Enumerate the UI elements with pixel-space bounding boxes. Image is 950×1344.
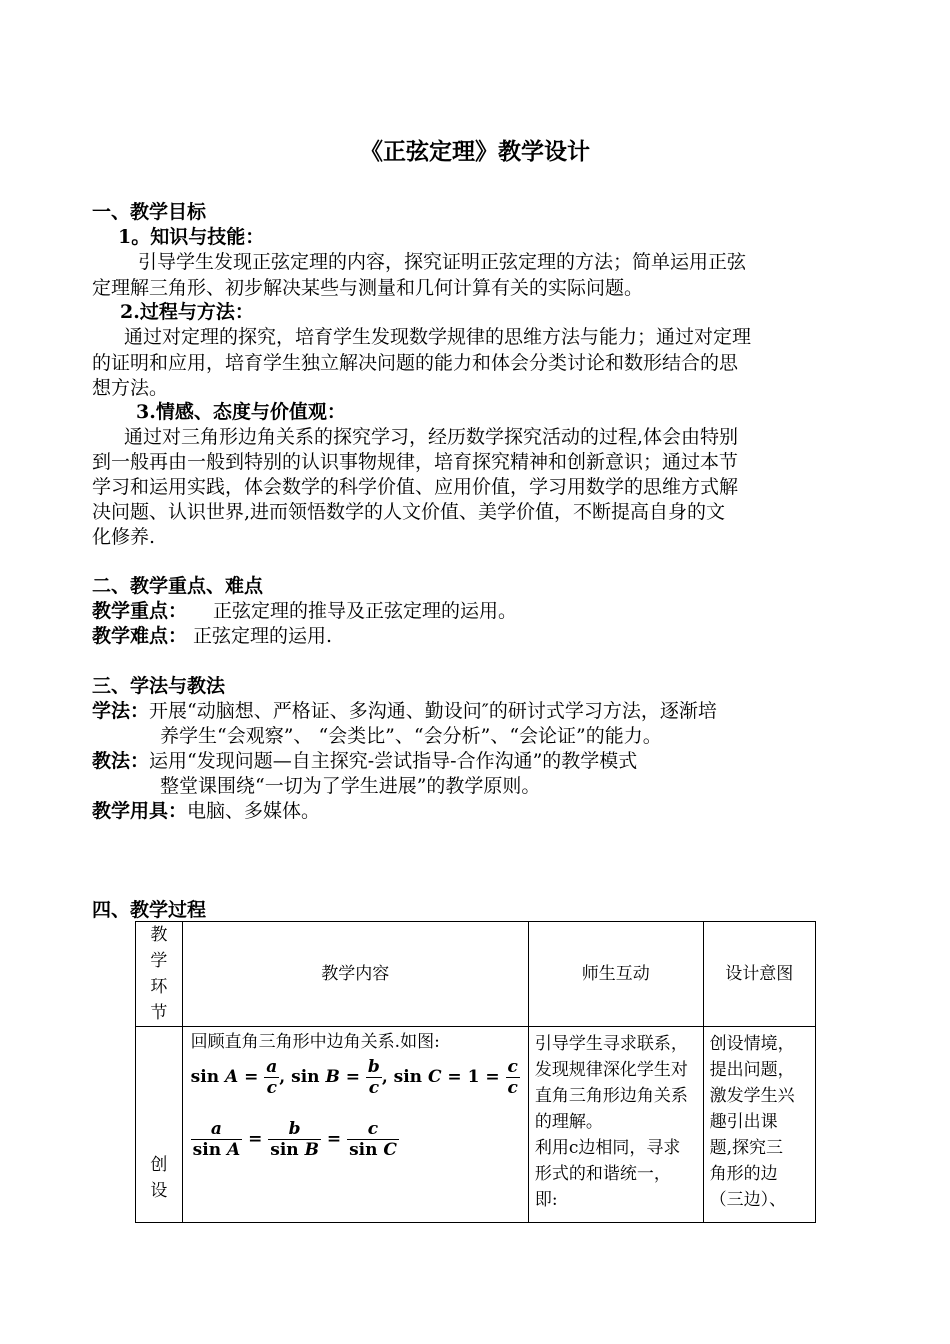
key-point-text: 正弦定理的推导及正弦定理的运用。 xyxy=(213,600,518,622)
key-point-label: 教学重点： xyxy=(92,600,188,622)
process-line-1: 通过对定理的探究，培育学生发现数学规律的思维方法与能力；通过对定理 xyxy=(124,326,752,348)
emotion-line-4: 决问题、认识世界,进而领悟数学的人文价值、美学价值，不断提高自身的文 xyxy=(92,501,726,523)
subheading-emotion: 3.情感、态度与价值观： xyxy=(136,401,346,423)
teaching-tools-text: 电脑、多媒体。 xyxy=(187,800,321,822)
teaching-process-table xyxy=(135,921,816,1223)
emotion-line-3: 学习和运用实践，体会数学的科学价值、应用价值，学习用数学的思维方式解 xyxy=(92,476,739,498)
row1-stage: 创 设 xyxy=(136,1027,183,1223)
difficult-point-row xyxy=(92,624,332,648)
learning-method-label: 学法： xyxy=(92,700,150,722)
row1-intent: 创设情境， 提出问题， 激发学生兴 趣引出课 题,探究三 角形的边 （三边）、 xyxy=(703,1027,815,1223)
learning-method-line-1: 开展“动脑想、严格证、多沟通、勤设问″的研讨式学习方法，逐渐培 xyxy=(149,700,717,722)
table-row xyxy=(136,1027,816,1223)
header-intent: 设计意图 xyxy=(703,922,815,1027)
emotion-line-5: 化修养. xyxy=(92,526,156,548)
row1-content-intro: 回顾直角三角形中边角关系.如图: xyxy=(190,1032,440,1052)
process-line-3: 想方法。 xyxy=(92,377,169,399)
process-line-2: 的证明和应用，培育学生独立解决问题的能力和体会分类讨论和数形结合的思 xyxy=(92,352,739,374)
formula-right-triangle: sin A = $\frac{a}{c}$ , sin B = $\frac{b}{c}$ , sin C = 1 = $\frac{c}{c}$ xyxy=(190,1057,518,1098)
subheading-knowledge: 1。知识与技能： xyxy=(118,226,265,248)
row1-interaction: 引导学生寻求联系， 发现规律深化学生对 直角三角形边角关系 的理解。 利用c边相同，寻求 形式的和谐统一， 即: xyxy=(528,1027,703,1223)
subheading-process: 2.过程与方法： xyxy=(120,301,254,323)
emotion-line-1: 通过对三角形边角关系的探究学习，经历数学探究活动的过程,体会由特别 xyxy=(124,426,739,448)
row1-content xyxy=(182,1027,528,1223)
header-stage-text: 教 学 环 节 xyxy=(150,925,168,1023)
teaching-method-line-1: 运用“发现问题—自主探究-尝试指导-合作沟通”的教学模式 xyxy=(149,750,638,772)
formula-ratio-equality: $\frac{a}{\text{sin A}}$ = $\frac{b}{\text{sin B}}$ = $\frac{c}{\text{sin C}}$ xyxy=(192,1119,397,1160)
teaching-method-line-2: 整堂课围绕“一切为了学生进展”的教学原则。 xyxy=(160,775,541,797)
knowledge-line-2: 定理解三角形、初步解决某些与测量和几何计算有关的实际问题。 xyxy=(92,277,644,299)
section3-heading: 三、学法与教法 xyxy=(92,675,226,697)
emotion-line-2: 到一般再由一般到特别的认识事物规律，培育探究精神和创新意识；通过本节 xyxy=(92,451,739,473)
section2-heading: 二、教学重点、难点 xyxy=(92,575,264,597)
learning-method-row xyxy=(92,699,717,723)
knowledge-line-1: 引导学生发现正弦定理的内容，探究证明正弦定理的方法；简单运用正弦 xyxy=(138,251,747,273)
key-point-row xyxy=(92,599,517,623)
section1-heading: 一、教学目标 xyxy=(92,201,207,223)
difficult-point-label: 教学难点： xyxy=(92,625,188,647)
header-content: 教学内容 xyxy=(182,922,528,1027)
teaching-tools-row xyxy=(92,799,320,823)
teaching-tools-label: 教学用具： xyxy=(92,800,188,822)
section4-heading: 四、教学过程 xyxy=(92,899,207,921)
table-header-row xyxy=(136,922,816,1027)
learning-method-line-2: 养学生“会观察”、 “会类比”、“会分析”、“会论证”的能力。 xyxy=(160,725,662,747)
page-title: 《正弦定理》教学设计 xyxy=(360,138,590,165)
teaching-method-label: 教法： xyxy=(92,750,150,772)
teaching-method-row xyxy=(92,749,637,773)
header-stage xyxy=(136,922,183,1027)
difficult-point-text: 正弦定理的运用. xyxy=(193,625,333,647)
header-interaction: 师生互动 xyxy=(528,922,703,1027)
